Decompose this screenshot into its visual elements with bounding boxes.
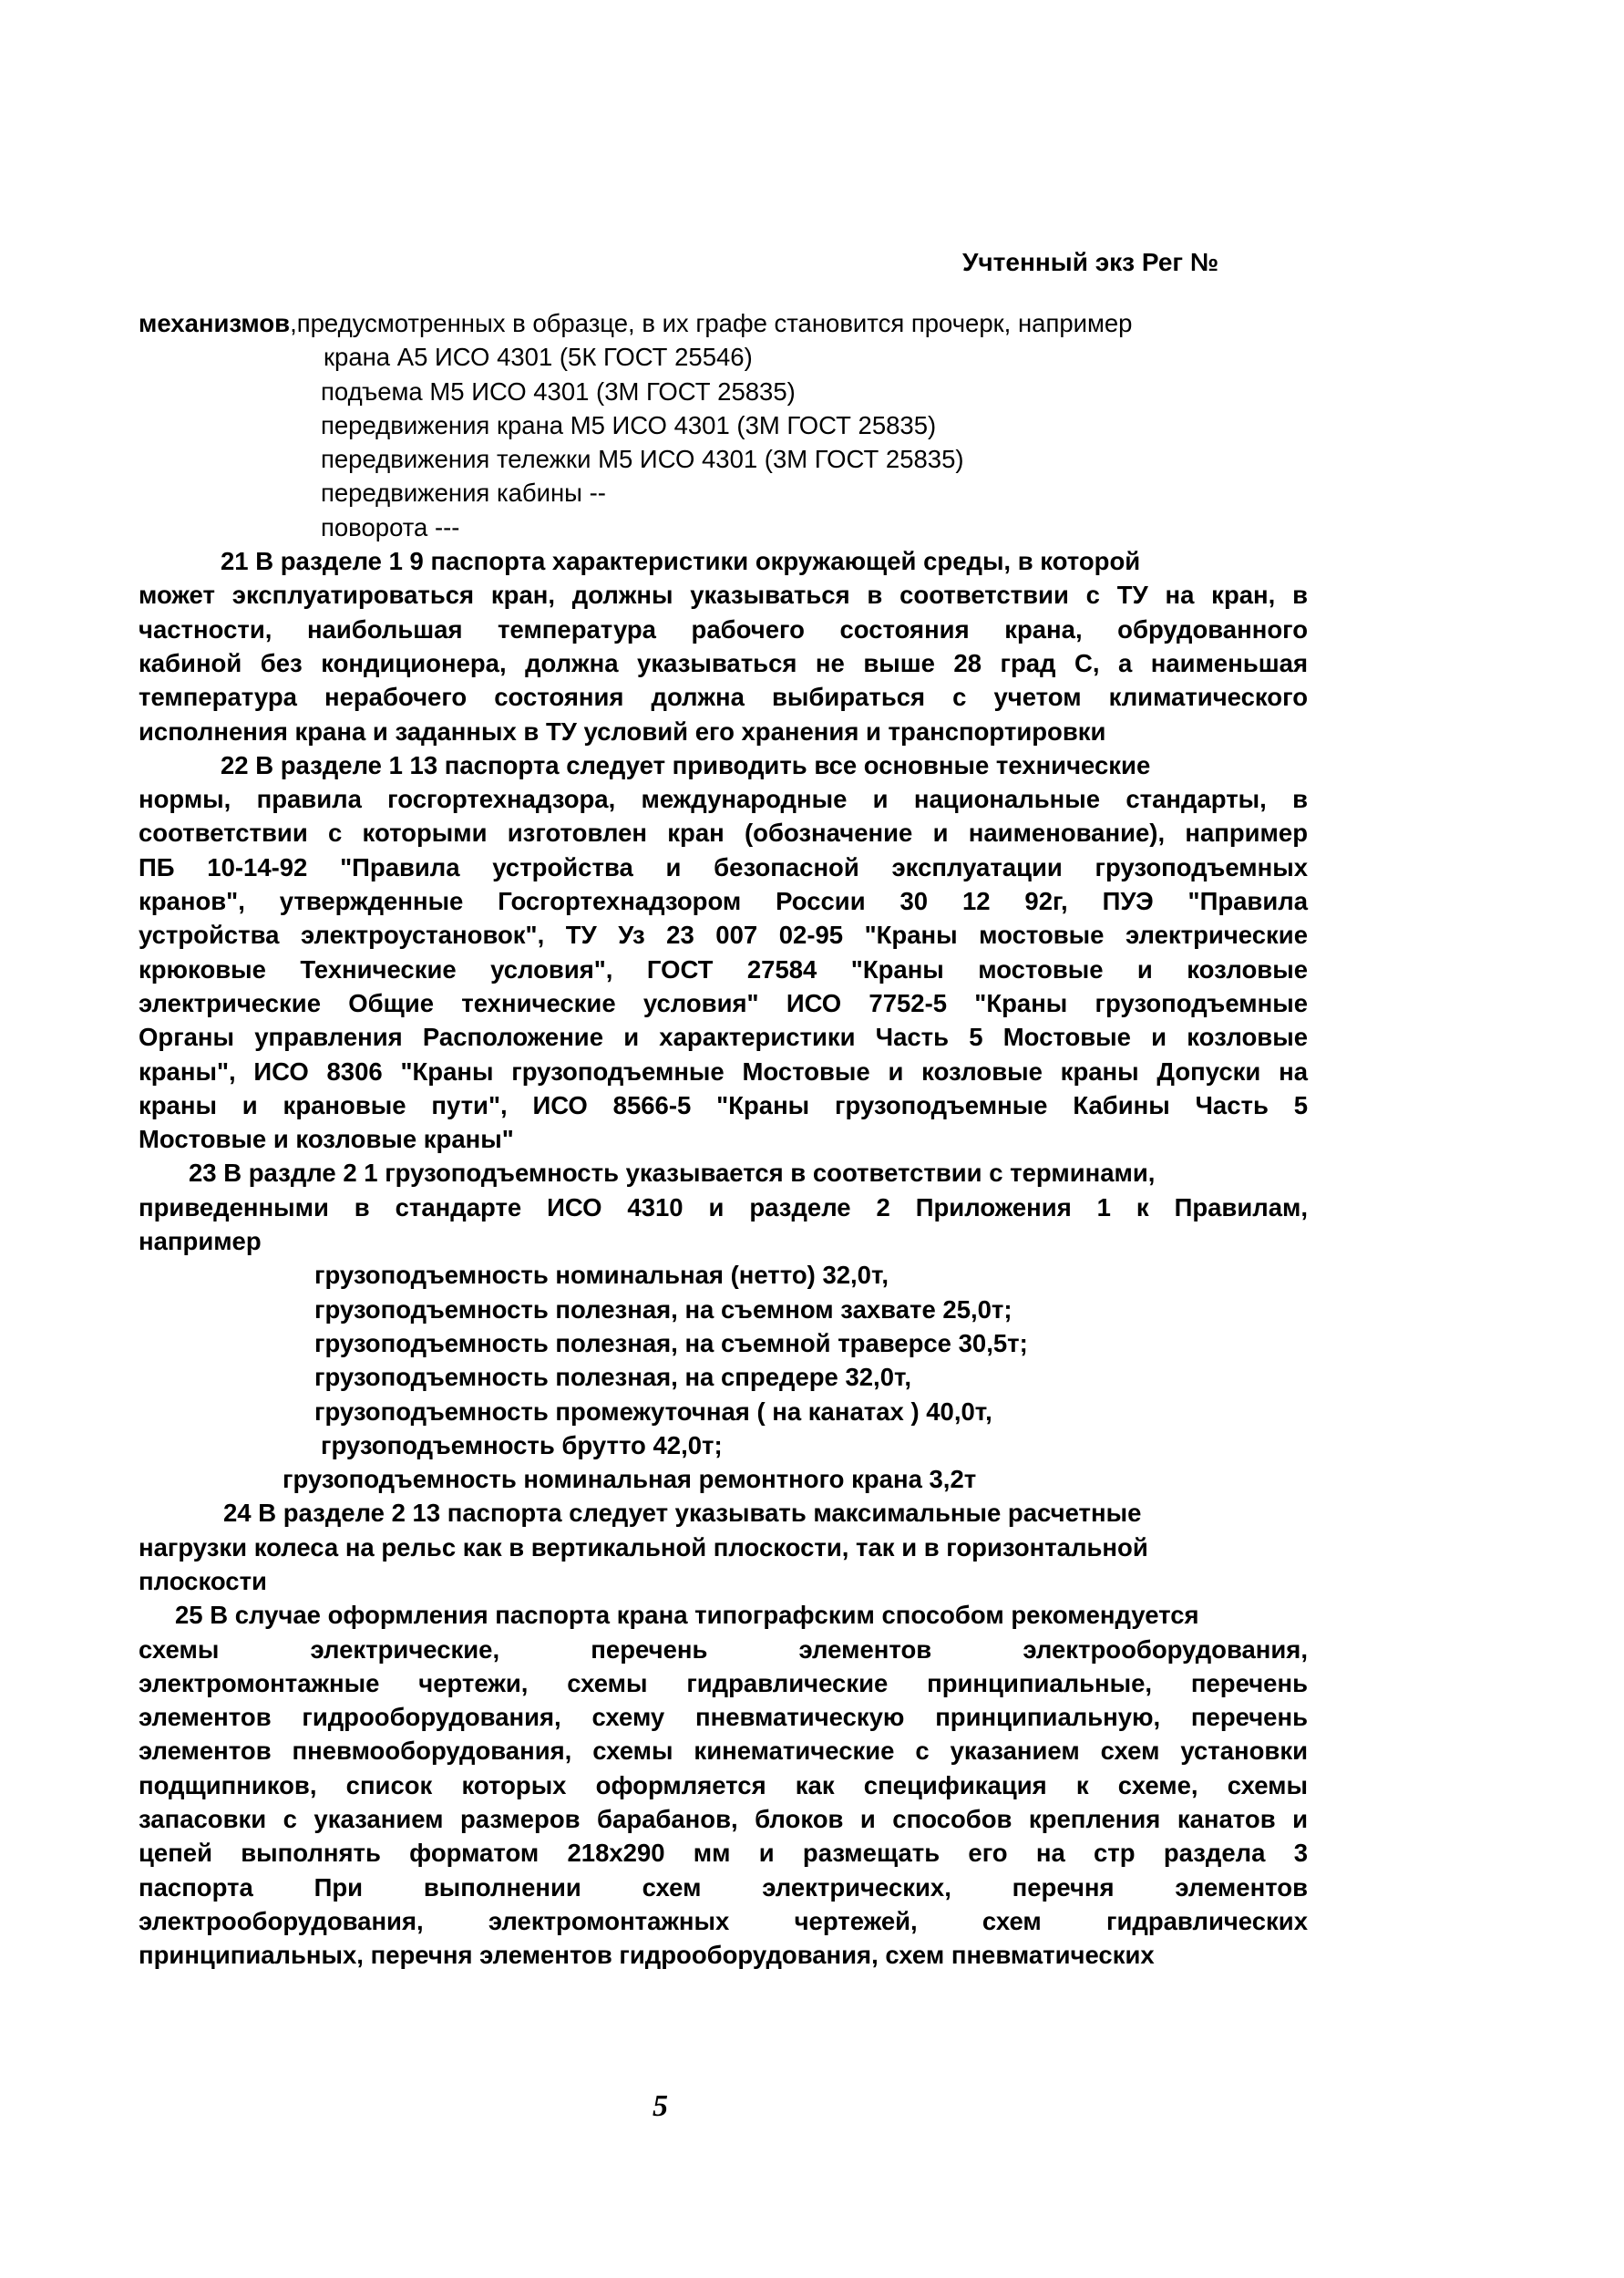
paragraph-line: частности, наибольшая температура рабочего состояния крана, обрудованного <box>139 614 1308 644</box>
paragraph-line: принципиальных, перечня элементов гидрооборудования, схем пневматических <box>139 1941 1155 1970</box>
mechanism-item: передвижения тележки М5 ИСО 4301 (3М ГОСТ 25835) <box>321 445 964 474</box>
mechanism-list <box>139 340 1308 544</box>
paragraph-line: паспорта При выполнении схем электрических, перечня элементов <box>139 1872 1308 1902</box>
capacity-item: грузоподъемность полезная, на спредере 32,0т, <box>314 1363 912 1392</box>
paragraph-line: электромонтажные чертежи, схемы гидравлические принципиальные, перечень <box>139 1668 1308 1697</box>
paragraph-line: устройства электроустановок", ТУ Уз 23 007 02-95 "Краны мостовые электрические <box>139 921 1308 950</box>
capacity-item: грузоподъемность брутто 42,0т; <box>321 1430 723 1459</box>
capacity-item: грузоподъемность номинальная ремонтного крана 3,2т <box>283 1465 977 1494</box>
paragraph-line: схемы электрические, перечень элементов электрооборудования, <box>139 1634 1308 1664</box>
capacity-item: грузоподъемность полезная, на съемном захвате 25,0т; <box>314 1294 1012 1324</box>
paragraph-line: ПБ 10-14-92 "Правила устройства и безопасной эксплуатации грузоподъемных <box>139 852 1308 881</box>
page-number: 5 <box>653 2089 668 2123</box>
paragraph-line: запасовки с указанием размеров барабанов, блоков и способов крепления канатов и <box>139 1805 1308 1834</box>
mechanism-item: поворота --- <box>321 512 460 541</box>
paragraph-line: температура нерабочего состояния должна выбираться с учетом климатического <box>139 683 1308 712</box>
paragraph-line: нормы, правила госгортехнадзора, международные и национальные стандарты, в <box>139 785 1308 814</box>
mechanism-item: подъема М5 ИСО 4301 (3М ГОСТ 25835) <box>321 376 796 406</box>
paragraph-line: электрические Общие технические условия" ИСО 7752-5 "Краны грузоподъемные <box>139 988 1308 1017</box>
document-body <box>139 306 1308 1973</box>
paragraph-line: может эксплуатироваться кран, должны указываться в соответствии с ТУ на кран, в <box>139 581 1308 610</box>
paragraph-line: краны и крановые пути", ИСО 8566-5 "Краны грузоподъемные Кабины Часть 5 <box>139 1090 1308 1119</box>
paragraph-line: соответствии с которыми изготовлен кран (обозначение и наименование), например <box>139 819 1308 848</box>
capacity-item: грузоподъемность промежуточная ( на канатах ) 40,0т, <box>314 1397 992 1426</box>
paragraph-line: кранов", утвержденные Госгортехнадзором России 30 12 92г, ПУЭ "Правила <box>139 887 1308 916</box>
registry-header: Учтенный экз Рег № <box>962 248 1219 276</box>
paragraph-line: например <box>139 1227 262 1256</box>
paragraph-line: краны", ИСО 8306 "Краны грузоподъемные Мостовые и козловые краны Допуски на <box>139 1057 1308 1086</box>
mechanism-item: крана А5 ИСО 4301 (5К ГОСТ 25546) <box>324 343 753 372</box>
intro-lead-bold: механизмов <box>139 309 291 337</box>
paragraph-23 <box>139 1156 1308 1258</box>
paragraph-line: элементов пневмооборудования, схемы кинематические с указанием схем установки <box>139 1737 1308 1766</box>
paragraph-line: электрооборудования, электромонтажных чертежей, схем гидравлических <box>139 1906 1308 1935</box>
paragraph-line: кабиной без кондиционера, должна указываться не выше 28 град С, а наименьшая <box>139 648 1308 677</box>
paragraph-line: приведенными в стандарте ИСО 4310 и разделе 2 Приложения 1 к Правилам, <box>139 1192 1308 1221</box>
mechanism-item: передвижения крана М5 ИСО 4301 (3М ГОСТ 25835) <box>321 410 937 439</box>
paragraph-25 <box>139 1598 1308 1972</box>
paragraph-line: Мостовые и козловые краны" <box>139 1125 514 1154</box>
paragraph-21 <box>139 544 1308 748</box>
paragraph-line: 22 В разделе 1 13 паспорта следует приводить все основные технические <box>221 750 1151 779</box>
intro-lead-line <box>139 306 1308 340</box>
paragraph-line: цепей выполнять форматом 218х290 мм и размещать его на стр раздела 3 <box>139 1839 1308 1868</box>
paragraph-line: плоскости <box>139 1566 267 1595</box>
paragraph-line: исполнения крана и заданных в ТУ условий его хранения и транспортировки <box>139 716 1106 746</box>
paragraph-line: 24 В разделе 2 13 паспорта следует указывать максимальные расчетные <box>223 1499 1142 1528</box>
capacity-item: грузоподъемность номинальная (нетто) 32,0т, <box>314 1261 889 1290</box>
mechanism-item: передвижения кабины -- <box>321 479 606 508</box>
paragraph-line: 25 В случае оформления паспорта крана типографским способом рекомендуется <box>175 1601 1199 1630</box>
paragraph-22 <box>139 748 1308 1157</box>
paragraph-line: подщипников, список которых оформляется как спецификация к схеме, схемы <box>139 1770 1308 1799</box>
paragraph-line: нагрузки колеса на рельс как в вертикальной плоскости, так и в горизонтальной <box>139 1532 1148 1562</box>
paragraph-line: 21 В разделе 1 9 паспорта характеристики окружающей среды, в которой <box>221 547 1141 576</box>
paragraph-line: Органы управления Расположение и характеристики Часть 5 Мостовые и козловые <box>139 1023 1308 1052</box>
capacity-item: грузоподъемность полезная, на съемной траверсе 30,5т; <box>314 1328 1028 1357</box>
paragraph-line: 23 В раздле 2 1 грузоподъемность указывается в соответствии с терминами, <box>189 1159 1156 1188</box>
paragraph-line: элементов гидрооборудования, схему пневматическую принципиальную, перечень <box>139 1703 1308 1732</box>
intro-lead-rest: ,предусмотренных в образце, в их графе становится прочерк, например <box>290 309 1133 337</box>
capacity-list <box>139 1258 1308 1496</box>
paragraph-24 <box>139 1496 1308 1598</box>
paragraph-line: крюковые Технические условия", ГОСТ 27584 "Краны мостовые и козловые <box>139 954 1308 984</box>
